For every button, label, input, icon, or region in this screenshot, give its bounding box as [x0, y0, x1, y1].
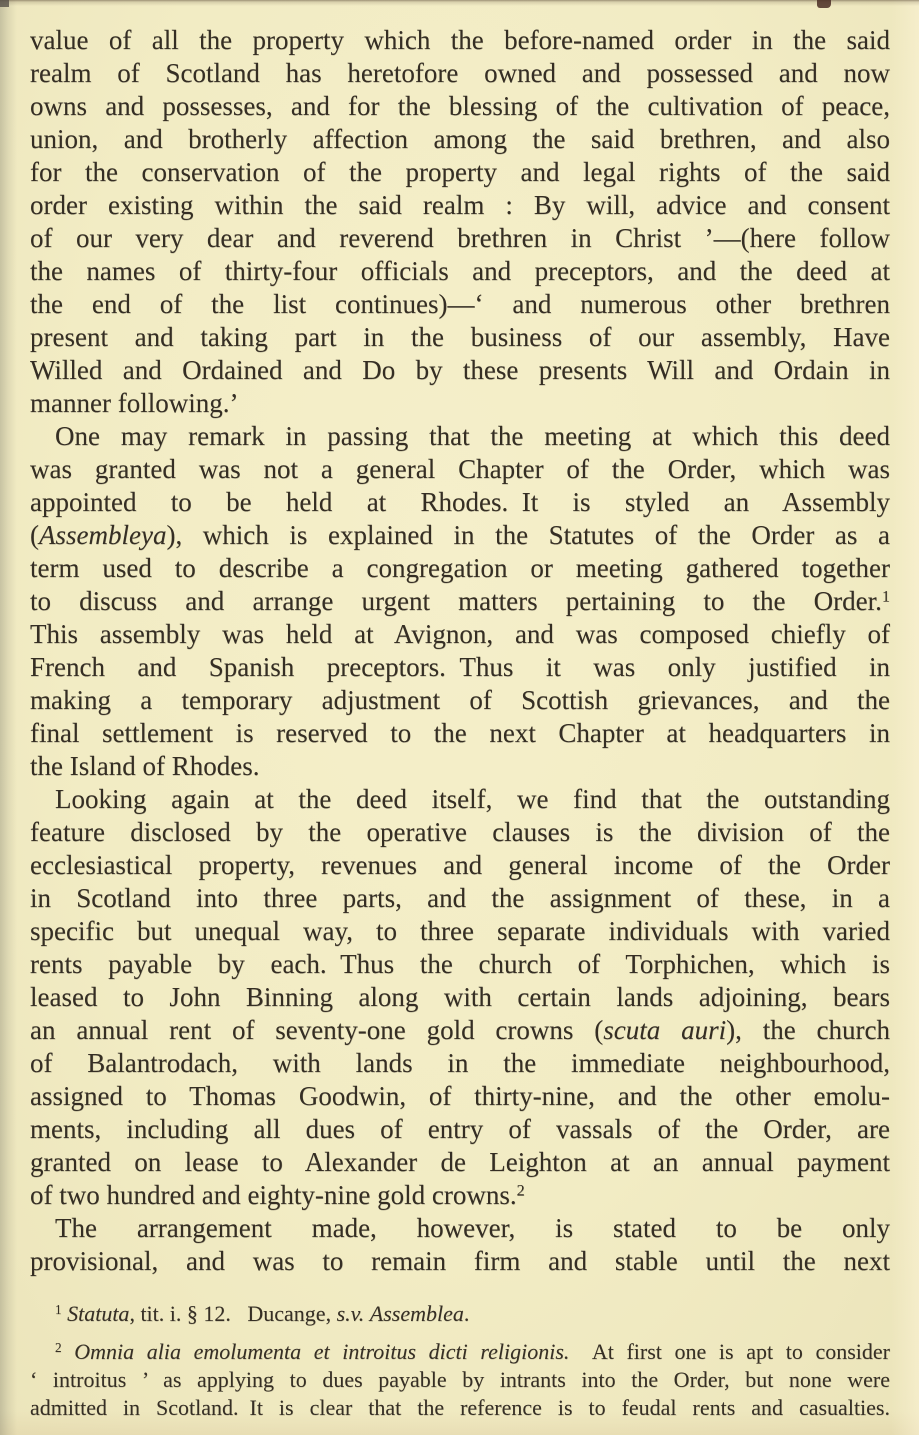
footnote-line: admitted in Scotland. It is clear that the reference is to feudal rents and casualties. — [30, 1395, 890, 1420]
text-line: (Assembleya), which is explained in the Statutes of the Order as a — [30, 520, 890, 550]
text-line: The arrangement made, however, is stated to be only — [55, 1213, 890, 1243]
text-line: appointed to be held at Rhodes. It is styled an Assembly — [30, 487, 890, 517]
text-line: French and Spanish preceptors. Thus it was only justified in — [30, 652, 890, 682]
text-line: the names of thirty-four officials and preceptors, and the deed at — [30, 256, 890, 286]
text-line: ments, including all dues of entry of vassals of the Order, are — [30, 1114, 890, 1144]
text-line: to discuss and arrange urgent matters pertaining to the Order.$^1$ — [30, 586, 890, 616]
text-line: rents payable by each. Thus the church of Torphichen, which is — [30, 949, 890, 979]
footnote-line: ‘ introitus ’ as applying to dues payable by intrants into the Order, but none were — [30, 1367, 890, 1392]
text-line: realm of Scotland has heretofore owned and possessed and now — [30, 58, 890, 88]
text-line: manner following.’ — [30, 388, 239, 418]
footnote-marker: 1 — [55, 1302, 62, 1318]
text-line: granted on lease to Alexander de Leighton at an annual payment — [30, 1147, 890, 1177]
paragraph — [30, 1212, 890, 1278]
footnote-line: $^1$ Statuta, tit. i. § 12. Ducange, s.v. Assemblea. — [55, 1301, 470, 1326]
paragraph — [30, 783, 890, 1212]
scan-corner-mark-topleft — [0, 0, 9, 7]
text-line: present and taking part in the business of our assembly, Have — [30, 322, 890, 352]
paragraph — [30, 420, 890, 783]
text-line: in Scotland into three parts, and the assignment of these, in a — [30, 883, 890, 913]
text-line: was granted was not a general Chapter of the Order, which was — [30, 454, 890, 484]
footnote-marker: 2 — [55, 1340, 62, 1356]
text-line: term used to describe a congregation or meeting gathered together — [30, 553, 890, 583]
text-line: owns and possesses, and for the blessing of the cultivation of peace, — [30, 91, 890, 121]
text-line: order existing within the said realm : By will, advice and consent — [30, 190, 890, 220]
paragraph — [30, 24, 890, 420]
footnote — [30, 1338, 890, 1422]
text-line: value of all the property which the before-named order in the said — [30, 25, 890, 55]
text-line: provisional, and was to remain firm and stable until the next — [30, 1246, 890, 1276]
body-text-block — [30, 24, 890, 1278]
text-line: specific but unequal way, to three separate individuals with varied — [30, 916, 890, 946]
text-line: One may remark in passing that the meeting at which this deed — [55, 421, 890, 451]
text-line: for the conservation of the property and legal rights of the said — [30, 157, 890, 187]
text-line: the Island of Rhodes. — [30, 751, 260, 781]
text-line: the end of the list continues)—‘ and numerous other brethren — [30, 289, 890, 319]
text-line: of two hundred and eighty-nine gold crowns.$^2$ — [30, 1180, 525, 1210]
text-line: final settlement is reserved to the next Chapter at headquarters in — [30, 718, 890, 748]
text-line: union, and brotherly affection among the said brethren, and also — [30, 124, 890, 154]
footnotes-block — [30, 1300, 890, 1422]
text-line: feature disclosed by the operative clauses is the division of the — [30, 817, 890, 847]
footnote-marker: 2 — [516, 1181, 525, 1200]
text-line: an annual rent of seventy-one gold crowns (scuta auri), the church — [30, 1015, 890, 1045]
scan-blotch-topright — [817, 0, 831, 8]
text-line: leased to John Binning along with certain lands adjoining, bears — [30, 982, 890, 1012]
text-line: Looking again at the deed itself, we find that the outstanding — [55, 784, 890, 814]
text-line: This assembly was held at Avignon, and was composed chiefly of — [30, 619, 890, 649]
footnote-line: $^2$ Omnia alia emolumenta et introitus dicti religionis. At first one is apt to consider — [55, 1339, 890, 1364]
footnote — [30, 1300, 890, 1328]
text-line: ecclesiastical property, revenues and general income of the Order — [30, 850, 890, 880]
text-line: of our very dear and reverend brethren in Christ ’—(here follow — [30, 223, 890, 253]
text-line: of Balantrodach, with lands in the immediate neighbourhood, — [30, 1048, 890, 1078]
footnote-marker: 1 — [881, 587, 890, 606]
text-line: Willed and Ordained and Do by these presents Will and Ordain in — [30, 355, 890, 385]
text-line: making a temporary adjustment of Scottish grievances, and the — [30, 685, 890, 715]
text-line: assigned to Thomas Goodwin, of thirty-nine, and the other emolu- — [30, 1081, 890, 1111]
